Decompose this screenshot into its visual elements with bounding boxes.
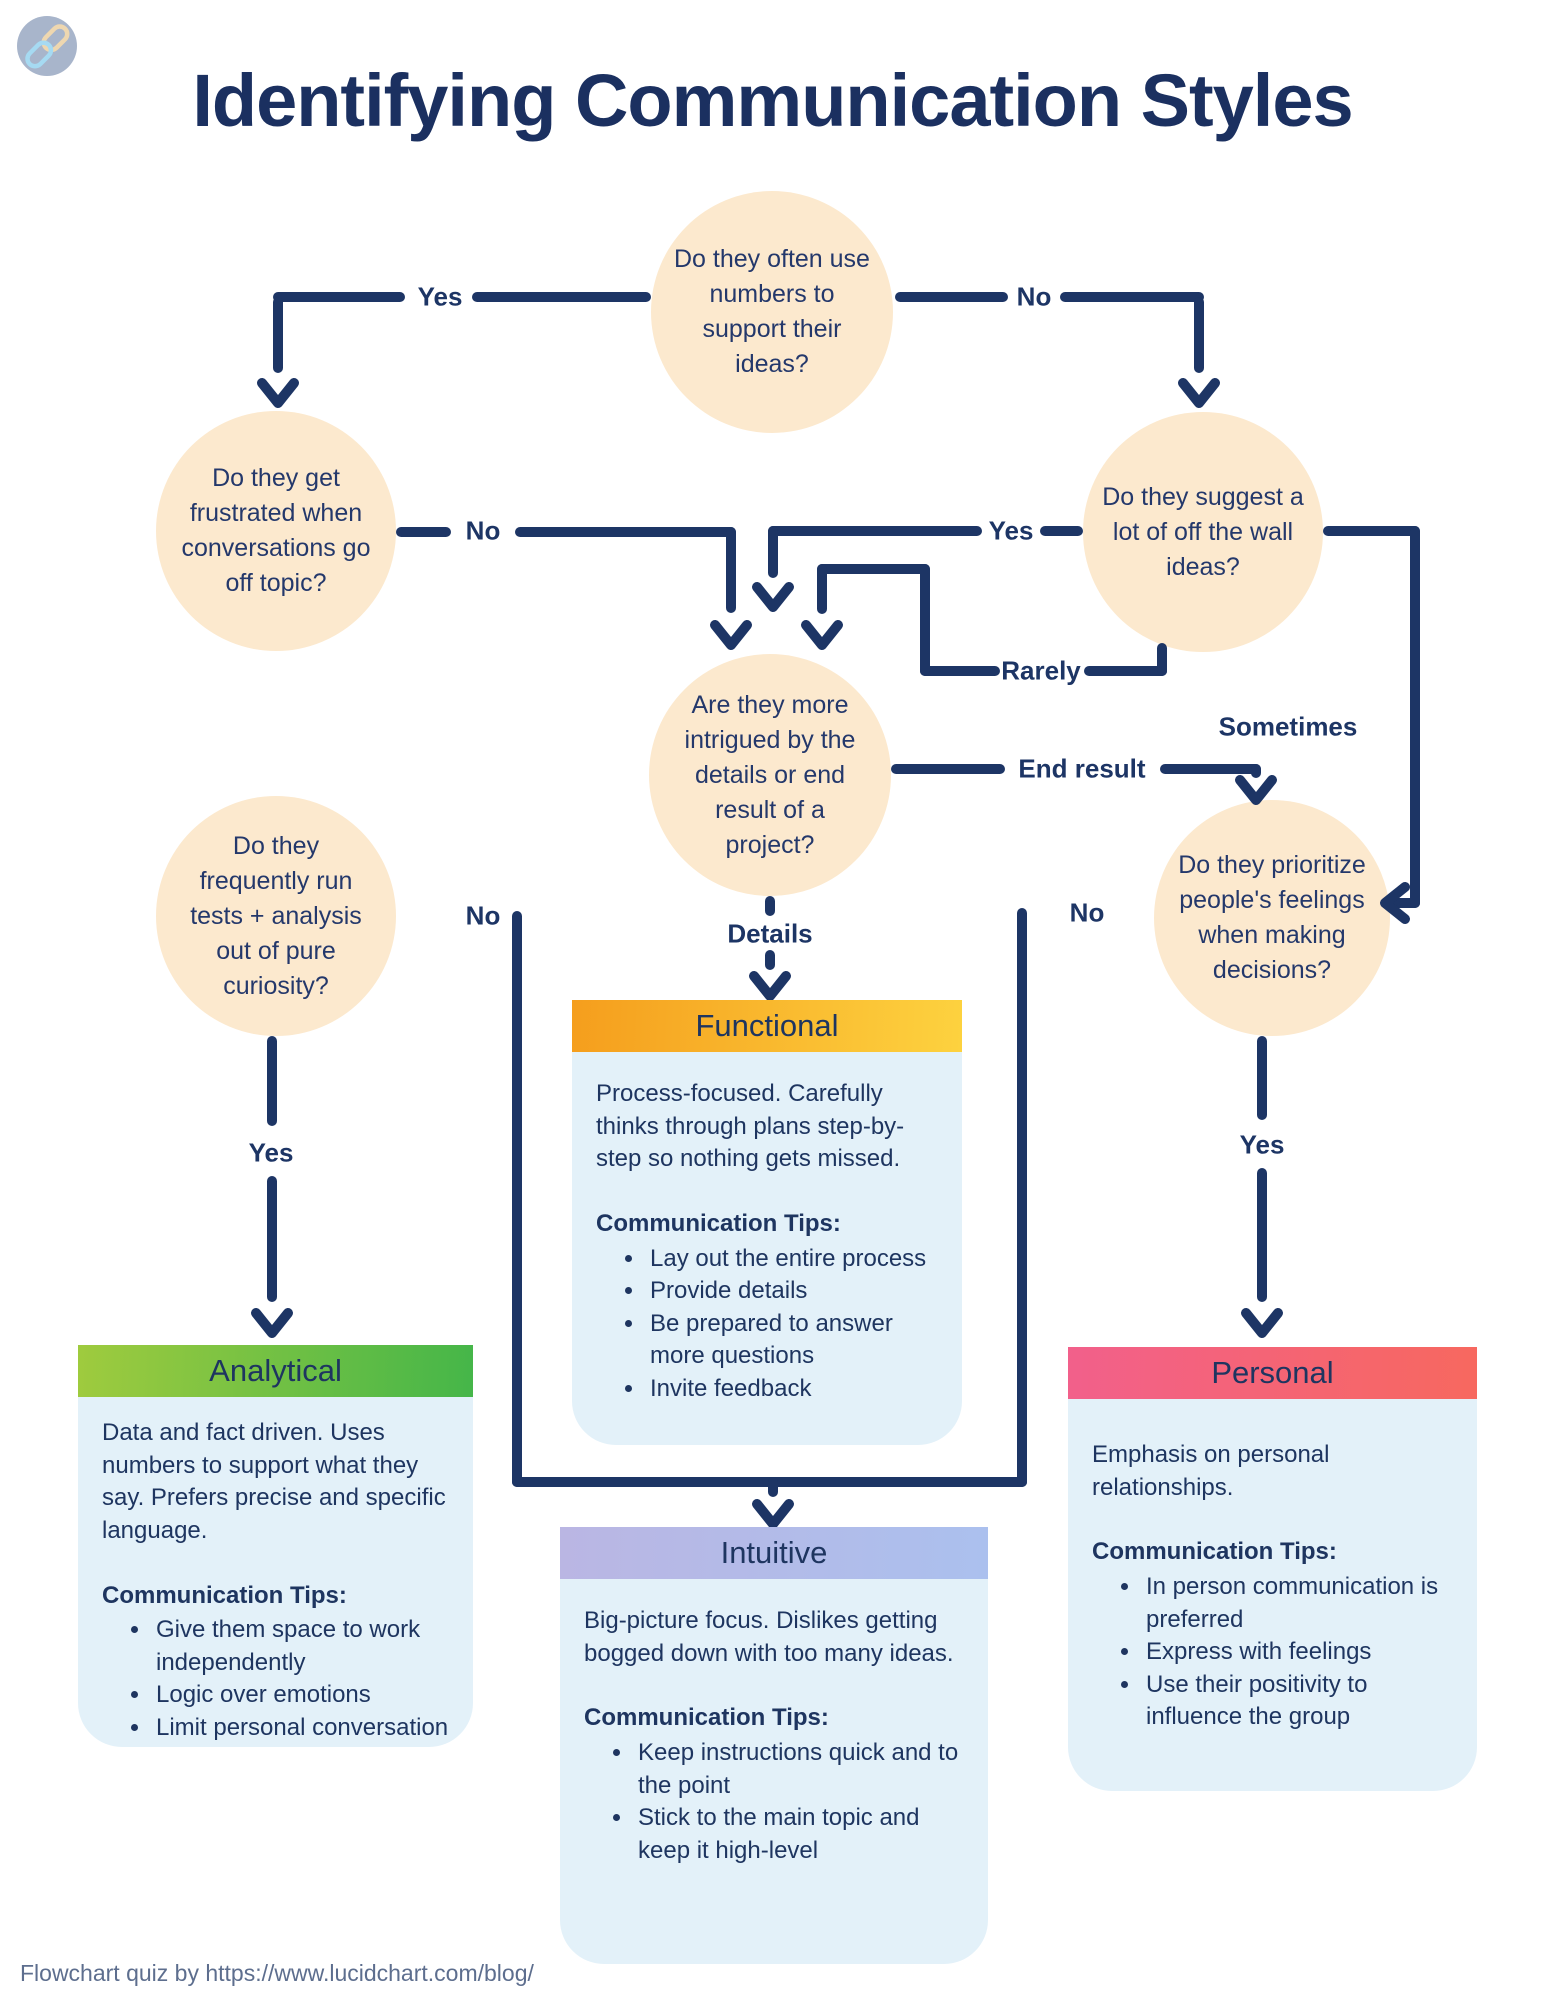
connector-line: [817, 564, 827, 614]
connector-line: [1257, 1036, 1267, 1120]
arrow-down-icon: [1240, 1307, 1284, 1341]
connector-line: [768, 526, 982, 536]
arrow-down-icon: [256, 377, 300, 411]
branch-label-yes: Yes: [248, 1137, 294, 1168]
branch-label-yes: Yes: [1239, 1129, 1285, 1160]
connector-line: [768, 1477, 778, 1497]
connector-line: [1040, 526, 1083, 536]
connector-line: [920, 564, 930, 676]
style-card-body: [78, 1397, 473, 1747]
tips-list: [596, 1243, 944, 1406]
tip-item: • Lay out the entire process: [646, 1243, 944, 1276]
flow-node-text: Do they often use numbers to support their ideas?: [674, 245, 870, 378]
connector-line: [891, 764, 1005, 774]
style-card-body: [560, 1579, 988, 1964]
branch-label-rarely: Rarely: [1001, 655, 1081, 686]
style-card-personal: [1068, 1347, 1477, 1791]
connector-line: [1410, 526, 1420, 908]
style-description: Data and fact driven. Uses numbers to support what they say. Prefers precise and specific language.: [102, 1419, 446, 1544]
connector-line: [768, 526, 778, 578]
style-description: Emphasis on personal relationships.: [1092, 1441, 1330, 1501]
connector-line: [273, 292, 405, 302]
flow-node-text: Do they suggest a lot of off the wall ideas?: [1102, 482, 1304, 581]
branch-label-sometimes: Sometimes: [1218, 711, 1358, 742]
connector-line: [895, 292, 1008, 302]
connector-line: [396, 527, 451, 537]
branch-label-no: No: [465, 515, 501, 546]
flow-node-text: Are they more intrigued by the details or end result of a project?: [684, 690, 856, 859]
flow-node-text: Do they prioritize people's feelings when making decisions?: [1178, 851, 1366, 984]
tips-list: [1092, 1571, 1459, 1734]
connector-line: [273, 297, 283, 373]
flow-node-prioritize-feelings: [1154, 800, 1390, 1036]
connector-line: [765, 896, 775, 916]
tip-item: • Be prepared to answer more questions: [646, 1308, 944, 1373]
branch-label-end-result: End result: [1018, 753, 1146, 784]
branch-label-yes: Yes: [988, 515, 1034, 546]
connector-line: [920, 666, 1000, 676]
tip-item: • Invite feedback: [646, 1373, 944, 1406]
style-card-functional: [572, 1000, 962, 1445]
tips-list: [584, 1737, 970, 1868]
connector-line: [1194, 297, 1204, 373]
arrow-down-icon: [748, 970, 792, 1004]
flow-node-text: Do they get frustrated when conversations go off topic?: [181, 464, 371, 597]
page-title: Identifying Communication Styles: [192, 59, 1353, 142]
connector-line: [1160, 764, 1261, 774]
connector-line: [267, 1176, 277, 1302]
connector-line: [515, 527, 736, 537]
tips-heading: Communication Tips:: [584, 1704, 829, 1732]
branch-label-details: Details: [727, 918, 813, 949]
tips-heading: Communication Tips:: [596, 1209, 841, 1237]
tips-heading: Communication Tips:: [1092, 1538, 1337, 1566]
tips-list: [102, 1614, 455, 1745]
tip-item: • Use their positivity to influence the group: [1142, 1669, 1459, 1734]
connector-line: [512, 911, 522, 1487]
flow-node-text: Do they frequently run tests + analysis out of pure curiosity?: [190, 831, 362, 1000]
style-card-title: Personal: [1068, 1347, 1477, 1399]
tip-item: • Give them space to work independently: [152, 1614, 455, 1679]
style-card-intuitive: [560, 1527, 988, 1964]
tip-item: • Stick to the main topic and keep it high-level: [634, 1802, 970, 1867]
connector-line: [1017, 908, 1027, 1487]
connector-line: [726, 527, 736, 613]
connector-line: [1157, 643, 1167, 676]
flow-node-details-or-end-result: [649, 654, 891, 896]
connector-line: [267, 1036, 277, 1126]
flow-node-frustrated-off-topic: [156, 411, 396, 651]
style-card-title: Analytical: [78, 1345, 473, 1397]
flow-node-off-the-wall-ideas: [1083, 412, 1323, 652]
arrow-down-icon: [1234, 774, 1278, 808]
connector-line: [1084, 666, 1167, 676]
tip-item: • Provide details: [646, 1275, 944, 1308]
style-card-body: [1068, 1399, 1477, 1791]
style-card-analytical: [78, 1345, 473, 1747]
tips-heading: Communication Tips:: [102, 1581, 347, 1609]
branch-label-no: No: [1016, 281, 1052, 312]
flow-node-tests-curiosity: [156, 796, 396, 1036]
style-card-title: Intuitive: [560, 1527, 988, 1579]
arrow-down-icon: [800, 619, 844, 653]
tip-item: • Limit personal conversation: [152, 1712, 455, 1745]
branch-label-no: No: [465, 900, 501, 931]
style-description: Process-focused. Carefully thinks through plans step-by-step so nothing gets missed.: [596, 1080, 905, 1173]
footer-credit: Flowchart quiz by https://www.lucidchart.com/blog/: [20, 1960, 534, 1986]
connector-line: [765, 950, 775, 970]
tip-item: • Express with feelings: [1142, 1636, 1459, 1669]
branch-label-no: No: [1069, 897, 1105, 928]
arrow-down-icon: [751, 581, 795, 615]
tip-item: • Logic over emotions: [152, 1679, 455, 1712]
connector-line: [472, 292, 651, 302]
arrow-down-icon: [250, 1307, 294, 1341]
arrow-down-icon: [1177, 377, 1221, 411]
flow-node-use-numbers: [651, 191, 893, 433]
branch-label-yes: Yes: [417, 281, 463, 312]
connector-line: [1060, 292, 1204, 302]
tip-item: • In person communication is preferred: [1142, 1571, 1459, 1636]
arrow-left-icon: [1377, 881, 1411, 925]
connector-line: [1323, 526, 1420, 536]
arrow-down-icon: [709, 619, 753, 653]
connector-line: [1257, 1168, 1267, 1302]
style-card-title: Functional: [572, 1000, 962, 1052]
connector-line: [817, 564, 930, 574]
style-card-body: [572, 1052, 962, 1445]
tip-item: • Keep instructions quick and to the point: [634, 1737, 970, 1802]
style-description: Big-picture focus. Dislikes getting bogged down with too many ideas.: [584, 1607, 954, 1667]
